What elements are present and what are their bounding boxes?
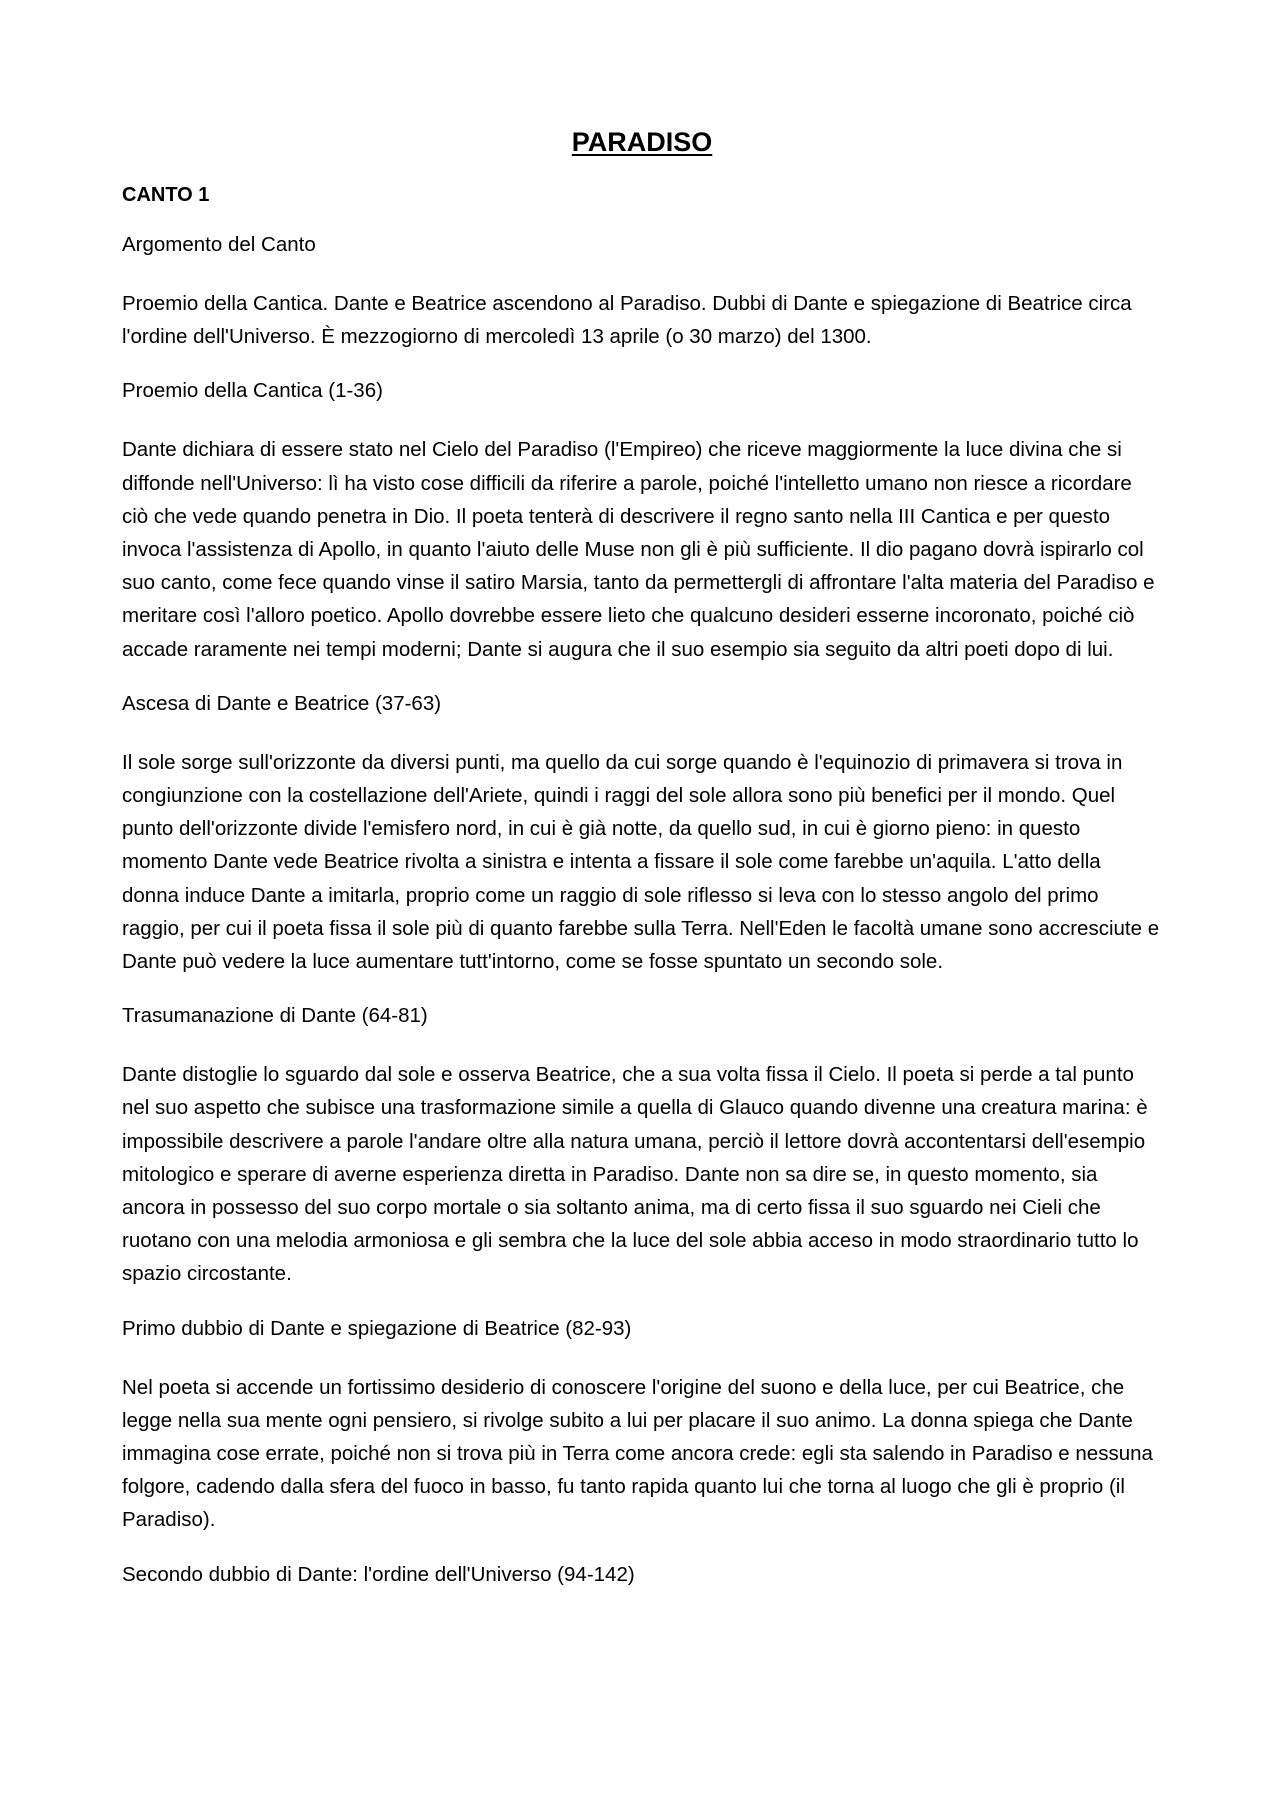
section-heading-secondo-dubbio: Secondo dubbio di Dante: l'ordine dell'Universo (94-142): [122, 1562, 635, 1586]
section-heading-proemio: Proemio della Cantica (1-36): [122, 379, 383, 403]
section-text-argomento: Proemio della Cantica. Dante e Beatrice ascendono al Paradiso. Dubbi di Dante e spiegazione di Beatrice circa l'ordine dell'Universo. È mezzogiorno di mercoledì 13 aprile (o 30 marzo) del 1300.: [122, 292, 1132, 349]
section-heading-primo-dubbio: Primo dubbio di Dante e spiegazione di Beatrice (82-93): [122, 1316, 632, 1340]
section-heading-argomento: Argomento del Canto: [122, 233, 316, 256]
section-text-ascesa: Il sole sorge sull'orizzonte da diversi punti, ma quello da cui sorge quando è l'equinozio di primavera si trova in congiunzione con la costellazione dell'Ariete, quindi i raggi del sole allora sono più benefici per il mondo. Quel punto dell'orizzonte divide l'emisfero nord, in cui è già notte, da quello sud, in cui è giorno pieno: in questo momento Dante vede Beatrice rivolta a sinistra e intenta a fissare il sole come farebbe un'aquila. L'atto della donna induce Dante a imitarla, proprio come un raggio di sole riflesso si leva con lo stesso angolo del primo raggio, per cui il poeta fissa il sole più di quanto farebbe sulla Terra. Nell'Eden le facoltà umane sono accresciute e Dante può vedere la luce aumentare tutt'intorno, come se fosse spuntato un secondo sole.: [122, 750, 1160, 974]
section-heading-trasumanazione: Trasumanazione di Dante (64-81): [122, 1004, 428, 1028]
section-heading-ascesa: Ascesa di Dante e Beatrice (37-63): [122, 691, 442, 715]
section-text-primo-dubbio: Nel poeta si accende un fortissimo desiderio di conoscere l'origine del suono e della luce, per cui Beatrice, che legge nella sua mente ogni pensiero, si rivolge subito a lui per placare il suo animo. La donna spiega che Dante immagina cose errate, poiché non si trova più in Terra come ancora crede: egli sta salendo in Paradiso e nessuna folgore, cadendo dalla sfera del fuoco in basso, fu tanto rapida quanto lui che torna al luogo che gli è proprio (il Paradiso).: [122, 1375, 1153, 1532]
section-text-proemio: Dante dichiara di essere stato nel Cielo del Paradiso (l'Empireo) che riceve maggiormente la luce divina che si diffonde nell'Universo: lì ha visto cose difficili da riferire a parole, poiché l'intelletto umano non riesce a ricordare ciò che vede quando penetra in Dio. Il poeta tenterà di descrivere il regno santo nella III Cantica e per questo invoca l'assistenza di Apollo, in quanto l'aiuto delle Muse non gli è più sufficiente. Il dio pagano dovrà ispirarlo col suo canto, come fece quando vinse il satiro Marsia, tanto da permettergli di affrontare l'alta materia del Paradiso e meritare così l'alloro poetico. Apollo dovrebbe essere lieto che qualcuno desideri esserne incoronato, poiché ciò accade raramente nei tempi moderni; Dante si augura che il suo esempio sia seguito da altri poeti dopo di lui.: [122, 438, 1155, 661]
section-text-trasumanazione: Dante distoglie lo sguardo dal sole e osserva Beatrice, che a sua volta fissa il Cielo. Il poeta si perde a tal punto nel suo aspetto che subisce una trasformazione simile a quella di Glauco quando divenne una creatura marina: è impossibile descrivere a parole l'andare oltre alla natura umana, perciò il lettore dovrà accontentarsi dell'esempio mitologico e sperare di averne esperienza diretta in Paradiso. Dante non sa dire se, in questo momento, sia ancora in possesso del suo corpo mortale o sia soltanto anima, ma di certo fissa il suo sguardo nei Cieli che ruotano con una melodia armoniosa e gli sembra che la luce del sole abbia acceso in modo straordinario tutto lo spazio circostante.: [122, 1063, 1148, 1286]
document-body: [122, 125, 1162, 1617]
document-title: PARADISO: [571, 127, 713, 157]
canto-heading: CANTO 1: [122, 184, 210, 206]
